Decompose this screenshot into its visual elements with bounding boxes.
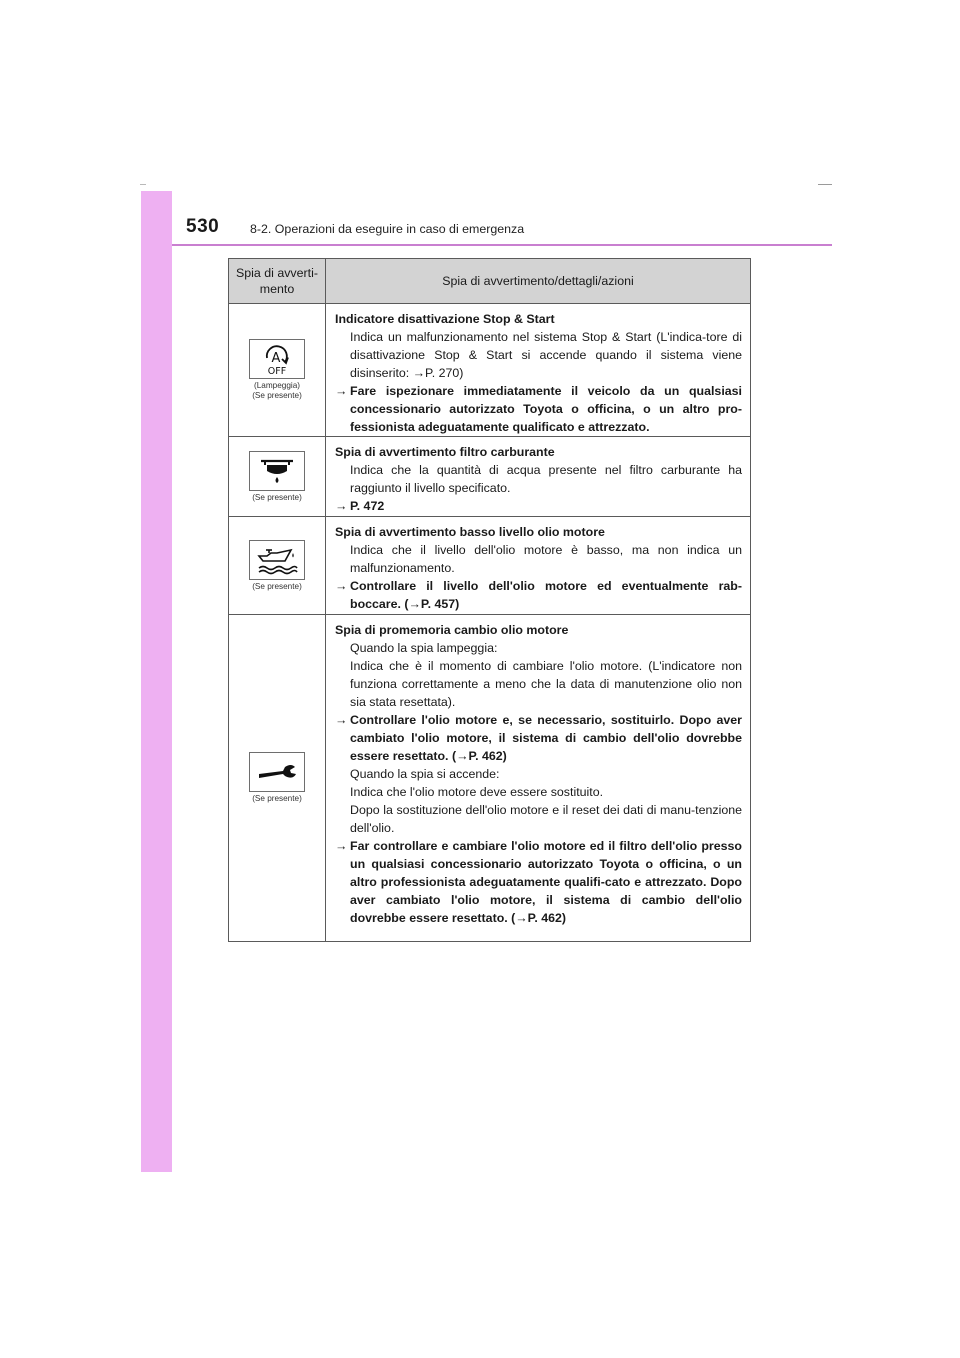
icon-cell [229, 517, 326, 614]
icon-note: (Se presente) [252, 492, 302, 502]
page-number: 530 [186, 216, 220, 237]
row-action [335, 382, 742, 436]
icon-note: (Se presente) [252, 581, 302, 591]
action-text: Fare ispezionare immediatamente il veicolo da un qualsiasi concessionario autorizzato Toyota o officina, o un altro pro-fessionista adeguatamente qualificato e attrezzato. [350, 384, 742, 434]
row-action [335, 711, 742, 765]
row-description: Dopo la sostituzione dell'olio motore e il reset dei dati di manu-tenzione dell'olio. [350, 803, 742, 835]
icon-note: (Lampeggia) [254, 381, 300, 390]
row-description: Indica che il livello dell'olio motore è basso, ma non indica un malfunzionamento. [350, 543, 742, 575]
row-title: Spia di promemoria cambio olio motore [335, 623, 569, 637]
action-text: Far controllare e cambiare l'olio motore ed il filtro dell'olio presso un qualsiasi concessionario autorizzato Toyota o officina, o un altro professionista adeguatamente qualifi-cato e attrezzato. Dopo aver cambiato l'olio motore, il sistema di cambio dell'olio dovrebbe essere resettato. (→P. 462) [350, 839, 742, 925]
action-text: Controllare l'olio motore e, se necessario, sostituirlo. Dopo aver cambiato l'olio motore, il sistema di cambio dell'olio dovrebbe essere resettato. (→P. 462) [350, 713, 742, 763]
top-mark-left [140, 184, 146, 185]
fuel-filter-icon [249, 451, 305, 491]
row-condition: Quando la spia lampeggia: [350, 641, 498, 655]
details-cell [326, 304, 750, 436]
icon-cell [229, 615, 326, 941]
table-row [229, 437, 750, 517]
table-row [229, 615, 750, 941]
oil-level-icon [249, 540, 305, 580]
top-mark-right [818, 184, 832, 185]
arrow-icon: → [335, 839, 348, 853]
row-description: Indica che l'olio motore deve essere sostituito. [350, 785, 604, 799]
row-description: Indica che la quantità di acqua presente nel filtro carburante ha raggiunto il livello specificato. [350, 463, 742, 495]
side-band [141, 185, 172, 1172]
side-band-corner [141, 185, 172, 191]
svg-text:OFF: OFF [267, 366, 287, 376]
details-cell [326, 437, 750, 516]
icon-cell [229, 304, 326, 436]
action-text: Controllare il livello dell'olio motore ed eventualmente rab-boccare. (→P. 457) [350, 579, 742, 611]
table-header [229, 259, 750, 304]
arrow-icon: → [335, 499, 348, 513]
row-description: Indica che è il momento di cambiare l'olio motore. (L'indicatore non funziona correttamente a meno che la data di manutenzione olio non sia stata resettata). [350, 659, 742, 709]
header-rule [172, 244, 832, 246]
arrow-icon: → [335, 713, 348, 727]
header-details: Spia di avvertimento/dettagli/azioni [442, 274, 634, 288]
row-title: Indicatore disattivazione Stop & Start [335, 312, 555, 326]
table-row [229, 517, 750, 615]
icon-cell [229, 437, 326, 516]
row-description: Indica un malfunzionamento nel sistema Stop & Start (L'indica-tore di disattivazione Stop & Start si accende quando il sistema viene disinserito: →P. 270) [350, 330, 742, 380]
arrow-icon: → [335, 384, 348, 398]
details-cell [326, 615, 750, 941]
section-title: 8-2. Operazioni da eseguire in caso di emergenza [250, 222, 525, 236]
row-title: Spia di avvertimento basso livello olio motore [335, 525, 605, 539]
warning-light-table [228, 258, 751, 942]
row-title: Spia di avvertimento filtro carburante [335, 445, 555, 459]
icon-note: (Se presente) [252, 391, 302, 400]
row-action [335, 577, 742, 613]
icon-note: (Se presente) [252, 794, 302, 803]
row-action [335, 497, 742, 515]
header-warning-light: Spia di avverti-mento [229, 259, 326, 303]
auto-start-stop-off-icon [249, 339, 305, 379]
wrench-icon [249, 752, 305, 792]
row-action [335, 837, 742, 927]
action-text: P. 472 [350, 499, 385, 513]
row-condition: Quando la spia si accende: [350, 767, 500, 781]
svg-text:A: A [271, 351, 281, 366]
table-row [229, 304, 750, 437]
arrow-icon: → [335, 579, 348, 593]
details-cell [326, 517, 750, 614]
